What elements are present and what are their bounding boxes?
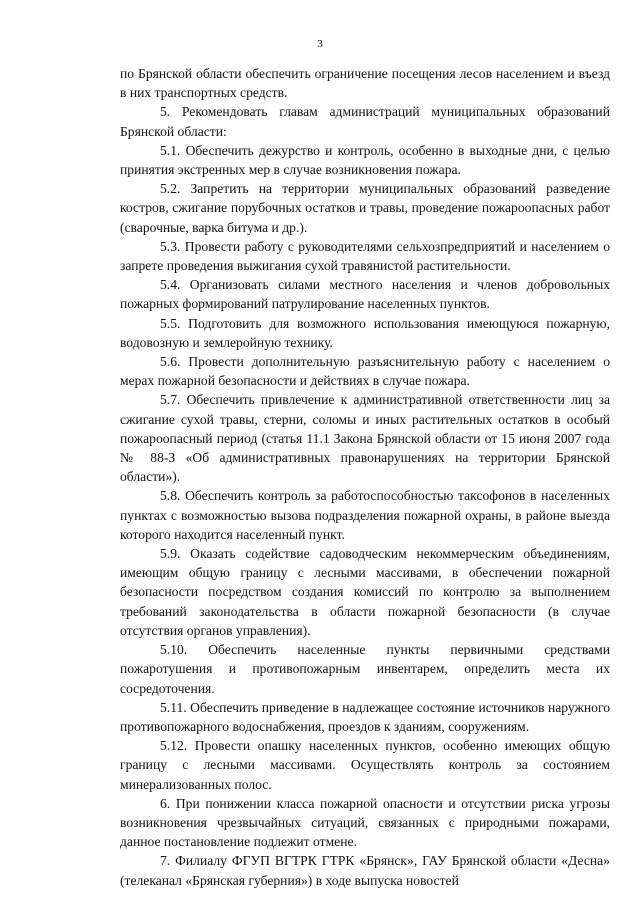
paragraph: 5.3. Провести работу с руководителями сельхозпредприятий и населением о запрете проведения выжигания сухой травянистой растительности.	[120, 238, 610, 274]
paragraph: 5.4. Организовать силами местного населения и членов добровольных пожарных формирований патрулирование населенных пунктов.	[120, 277, 610, 312]
paragraph: 5.8. Обеспечить контроль за работоспособностью таксофонов в населенных пунктах с возможностью вызова подразделения пожарной охраны, в районе выезда которого находится населенный пункт.	[120, 488, 610, 542]
paragraph: 5. Рекомендовать главам администраций муниципальных образований Брянской области:	[120, 104, 610, 139]
paragraph: 5.2. Запретить на территории муниципальных образований разведение костров, сжигание порубочных остатков и травы, проведение пожароопасных работ (сварочные, варка битума и др.).	[120, 181, 610, 235]
paragraph: 6. При понижении класса пожарной опасности и отсутствии риска угрозы возникновения чрезвычайных ситуаций, связанных с природными пожарами, данное постановление подлежит отмене.	[120, 795, 610, 850]
paragraph: 5.9. Оказать содействие садоводческим некоммерческим объединениям, имеющим общую границу с лесными массивами, в обеспечении пожарной безопасности посредством создания комиссий по контролю за выполнением требований законодательства в области пожарной безопасности (в случае отсутствия органов управления).	[120, 546, 610, 638]
page-number: 3	[317, 38, 323, 50]
paragraph: 5.11. Обеспечить приведение в надлежащее состояние источников наружного противопожарного водоснабжения, проездов к зданиям, сооружениям.	[120, 699, 610, 734]
paragraph: 5.6. Провести дополнительную разъяснительную работу с населением о мерах пожарной безопасности и действиях в случае пожара.	[120, 354, 610, 389]
paragraph: по Брянской области обеспечить ограничение посещения лесов населением и въезд в них транспортных средств.	[120, 66, 610, 101]
paragraph: 5.7. Обеспечить привлечение к административной ответственности лиц за сжигание сухой травы, стерни, соломы и иных растительных остатков в особый пожароопасный период (статья 11.1 Закона Брянской области от 15 июня 2007 года № 88-З «Об административных правонарушениях на территории Брянской области»).	[120, 392, 610, 485]
document-body	[120, 64, 610, 890]
paragraph: 5.5. Подготовить для возможного использования имеющуюся пожарную, водовозную и землеройную технику.	[120, 315, 610, 350]
paragraph: 5.12. Провести опашку населенных пунктов, особенно имеющих общую границу с лесными массивами. Осуществлять контроль за состоянием минерализованных полос.	[120, 738, 610, 792]
paragraph: 7. Филиалу ФГУП ВГТРК ГТРК «Брянск», ГАУ Брянской области «Десна» (телеканал «Брянская губерния») в ходе выпуска новостей	[120, 853, 610, 888]
paragraph: 5.1. Обеспечить дежурство и контроль, особенно в выходные дни, с целью принятия экстренных мер в случае возникновения пожара.	[120, 142, 610, 178]
paragraph: 5.10. Обеспечить населенные пункты первичными средствами пожаротушения и противопожарным инвентарем, определить места их сосредоточения.	[120, 642, 610, 696]
